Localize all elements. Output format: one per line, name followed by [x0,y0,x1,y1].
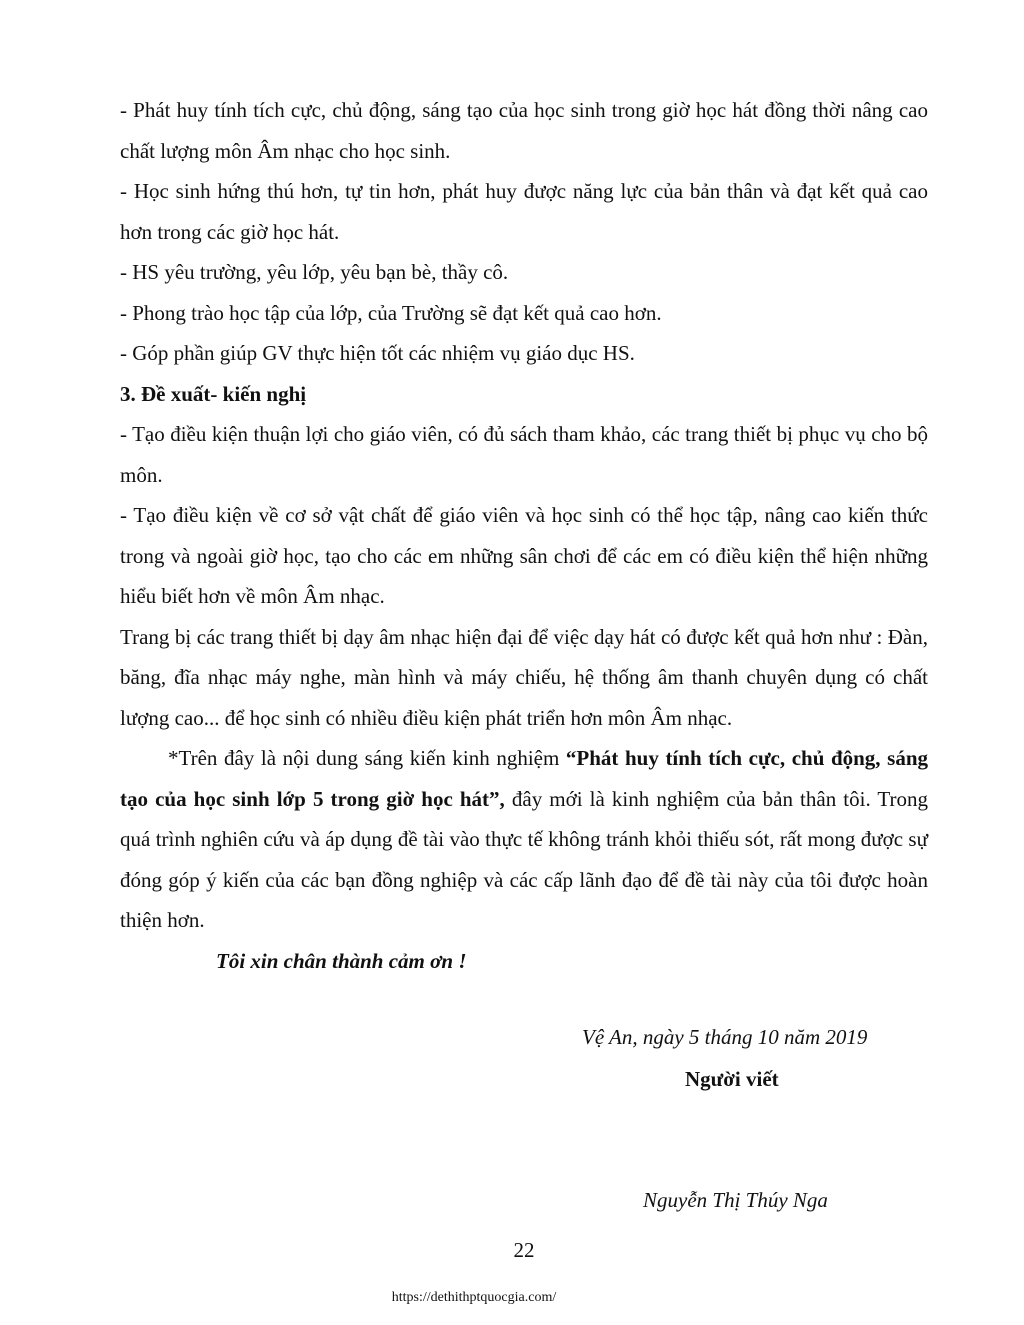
result-item-3: - HS yêu trường, yêu lớp, yêu bạn bè, thầy cô. [120,260,509,284]
page-number: 22 [513,1238,535,1262]
conclusion-intro: *Trên đây là nội dung sáng kiến kinh nghiệm [168,746,566,770]
conclusion-paragraph [120,738,928,941]
result-item-5: - Góp phần giúp GV thực hiện tốt các nhiệm vụ giáo dục HS. [120,341,635,365]
writer-name: Nguyễn Thị Thúy Nga [643,1188,828,1212]
thanks-line: Tôi xin chân thành cảm ơn ! [216,948,467,973]
place-date: Vệ An, ngày 5 tháng 10 năm 2019 [582,1025,868,1049]
document-body [120,90,928,981]
proposal-item-3: Trang bị các trang thiết bị dạy âm nhạc hiện đại để việc dạy hát có được kết quả hơn như : Đàn, băng, đĩa nhạc máy nghe, màn hình và máy chiếu, hệ thống âm thanh chuyên dụng có chất lượng cao... để học sinh có nhiều điều kiện phát triển hơn môn Âm nhạc. [120,624,928,730]
initiative-title: “Phát huy tính tích cực, chủ động, sáng tạo của học sinh lớp 5 trong giờ học hát”, [120,746,928,811]
section-heading: 3. Đề xuất- kiến nghị [120,381,307,406]
result-item-1: - Phát huy tính tích cực, chủ động, sáng tạo của học sinh trong giờ học hát đồng thời nâng cao chất lượng môn Âm nhạc cho học sinh. [120,98,928,163]
conclusion-rest: đây mới là kinh nghiệm của bản thân tôi. Trong quá trình nghiên cứu và áp dụng đề tài vào thực tế không tránh khỏi thiếu sót, rất mong được sự đóng góp ý kiến của các bạn đồng nghiệp và các cấp lãnh đạo để đề tài này của tôi được hoàn thiện hơn. [120,786,928,932]
proposal-item-1: - Tạo điều kiện thuận lợi cho giáo viên, có đủ sách tham khảo, các trang thiết bị phục vụ cho bộ môn. [120,422,928,487]
proposal-item-2: - Tạo điều kiện về cơ sở vật chất để giáo viên và học sinh có thể học tập, nâng cao kiến thức trong và ngoài giờ học, tạo cho các em những sân chơi để các em có điều kiện thể hiện những hiểu biết hơn về môn Âm nhạc. [120,503,928,608]
result-item-2: - Học sinh hứng thú hơn, tự tin hơn, phát huy được năng lực của bản thân và đạt kết quả cao hơn trong các giờ học hát. [120,179,928,244]
footer-url: https://dethithptquocgia.com/ [391,1290,557,1305]
writer-title: Người viết [685,1067,779,1091]
result-item-4: - Phong trào học tập của lớp, của Trường sẽ đạt kết quả cao hơn. [120,300,662,325]
